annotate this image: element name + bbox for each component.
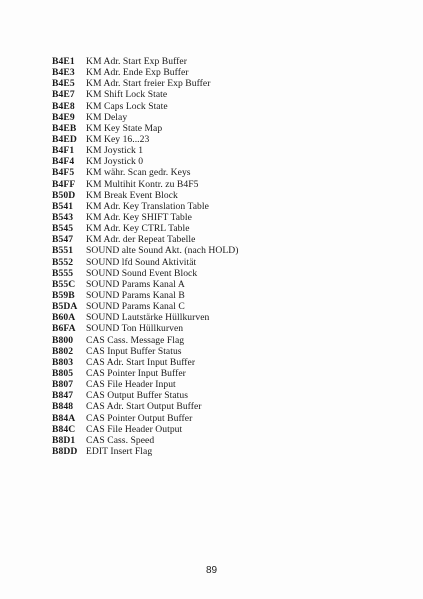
- address-cell: B552: [52, 256, 74, 268]
- table-row: [52, 435, 372, 446]
- table-row: [52, 446, 372, 457]
- description-cell: KM Joystick 0: [86, 156, 144, 168]
- table-row: [52, 134, 372, 145]
- table-row: [52, 301, 372, 312]
- description-cell: EDIT Insert Flag: [86, 445, 153, 457]
- description-cell: SOUND Params Kanal B: [86, 289, 185, 301]
- address-cell: B4ED: [52, 133, 77, 145]
- description-cell: CAS Adr. Start Input Buffer: [86, 356, 196, 368]
- table-row: [52, 101, 372, 112]
- table-row: [52, 368, 372, 379]
- description-cell: CAS Cass. Message Flag: [86, 334, 185, 346]
- table-row: [52, 56, 372, 67]
- table-row: [52, 401, 372, 412]
- table-row: [52, 145, 372, 156]
- table-row: [52, 357, 372, 368]
- description-cell: KM Adr. der Repeat Tabelle: [86, 234, 196, 246]
- description-cell: CAS File Header Output: [86, 423, 183, 435]
- description-cell: KM Multihit Kontr. zu B4F5: [86, 178, 199, 190]
- address-cell: B543: [52, 211, 74, 223]
- address-cell: B4E5: [52, 78, 75, 90]
- description-cell: KM Delay: [86, 111, 128, 123]
- table-row: [52, 323, 372, 334]
- description-cell: KM Break Event Block: [86, 189, 178, 201]
- address-cell: B547: [52, 234, 74, 246]
- table-row: [52, 167, 372, 178]
- address-cell: B545: [52, 223, 74, 235]
- table-row: [52, 335, 372, 346]
- table-row: [52, 379, 372, 390]
- description-cell: CAS Input Buffer Status: [86, 345, 182, 357]
- table-row: [52, 257, 372, 268]
- address-cell: B803: [52, 356, 74, 368]
- table-row: [52, 212, 372, 223]
- address-cell: B4F4: [52, 156, 75, 168]
- address-cell: B805: [52, 367, 74, 379]
- address-cell: B4E8: [52, 100, 75, 112]
- address-cell: B5DA: [52, 301, 78, 313]
- description-cell: CAS Adr. Start Output Buffer: [86, 401, 202, 413]
- description-cell: KM Adr. Start freier Exp Buffer: [86, 78, 211, 90]
- page-number: 89: [205, 565, 218, 576]
- table-row: [52, 67, 372, 78]
- description-cell: CAS Cass. Speed: [86, 434, 155, 446]
- table-row: [52, 346, 372, 357]
- description-cell: CAS File Header Input: [86, 379, 176, 391]
- description-cell: CAS Output Buffer Status: [86, 390, 189, 402]
- address-cell: B4E7: [52, 89, 75, 101]
- address-cell: B4FF: [52, 178, 76, 190]
- description-cell: KM Adr. Key SHIFT Table: [86, 211, 192, 223]
- table-row: [52, 190, 372, 201]
- address-cell: B84C: [52, 423, 76, 435]
- description-cell: SOUND lfd Sound Aktivität: [86, 256, 197, 268]
- address-cell: B8D1: [52, 434, 76, 446]
- address-cell: B6FA: [52, 323, 76, 335]
- table-row: [52, 245, 372, 256]
- description-cell: SOUND Ton Hüllkurven: [86, 323, 184, 335]
- address-cell: B84A: [52, 412, 76, 424]
- table-row: [52, 268, 372, 279]
- table-row: [52, 290, 372, 301]
- table-row: [52, 223, 372, 234]
- description-cell: KM Adr. Start Exp Buffer: [86, 56, 187, 67]
- address-cell: B848: [52, 401, 74, 413]
- address-cell: B555: [52, 267, 74, 279]
- table-row: [52, 112, 372, 123]
- description-cell: SOUND Lautstärke Hüllkurven: [86, 312, 210, 324]
- description-cell: SOUND Params Kanal A: [86, 278, 185, 290]
- address-cell: B60A: [52, 312, 76, 324]
- table-row: [52, 89, 372, 100]
- table-row: [52, 413, 372, 424]
- table-row: [52, 279, 372, 290]
- address-cell: B4E9: [52, 111, 75, 123]
- address-cell: B50D: [52, 189, 76, 201]
- address-cell: B802: [52, 345, 74, 357]
- description-cell: KM Caps Lock State: [86, 100, 168, 112]
- address-cell: B807: [52, 379, 74, 391]
- address-cell: B4F1: [52, 145, 75, 157]
- description-cell: CAS Pointer Output Buffer: [86, 412, 193, 424]
- description-cell: KM Key 16...23: [86, 133, 150, 145]
- table-row: [52, 312, 372, 323]
- address-cell: B59B: [52, 289, 75, 301]
- description-cell: KM Adr. Key CTRL Table: [86, 223, 190, 235]
- description-cell: SOUND Params Kanal C: [86, 301, 185, 313]
- table-row: [52, 123, 372, 134]
- description-cell: SOUND alte Sound Akt. (nach HOLD): [86, 245, 239, 257]
- description-cell: KM Shift Lock State: [86, 89, 168, 101]
- address-cell: B8DD: [52, 445, 78, 457]
- address-cell: B551: [52, 245, 74, 257]
- table-row: [52, 390, 372, 401]
- description-cell: SOUND Sound Event Block: [86, 267, 198, 279]
- description-cell: KM Adr. Ende Exp Buffer: [86, 67, 189, 79]
- address-cell: B800: [52, 334, 74, 346]
- address-cell: B847: [52, 390, 74, 402]
- table-row: [52, 234, 372, 245]
- address-cell: B4F5: [52, 167, 75, 179]
- table-row: [52, 156, 372, 167]
- table-row: [52, 78, 372, 89]
- table-row: [52, 179, 372, 190]
- address-table: [52, 56, 372, 457]
- description-cell: KM Adr. Key Translation Table: [86, 200, 209, 212]
- address-cell: B55C: [52, 278, 76, 290]
- address-cell: B4E3: [52, 67, 75, 79]
- description-cell: KM Joystick 1: [86, 145, 144, 157]
- description-cell: CAS Pointer Input Buffer: [86, 367, 186, 379]
- address-cell: B4EB: [52, 122, 77, 134]
- address-cell: B4E1: [52, 56, 75, 67]
- description-cell: KM währ. Scan gedr. Keys: [86, 167, 191, 179]
- address-cell: B541: [52, 200, 74, 212]
- description-cell: KM Key State Map: [86, 122, 163, 134]
- table-row: [52, 424, 372, 435]
- table-row: [52, 201, 372, 212]
